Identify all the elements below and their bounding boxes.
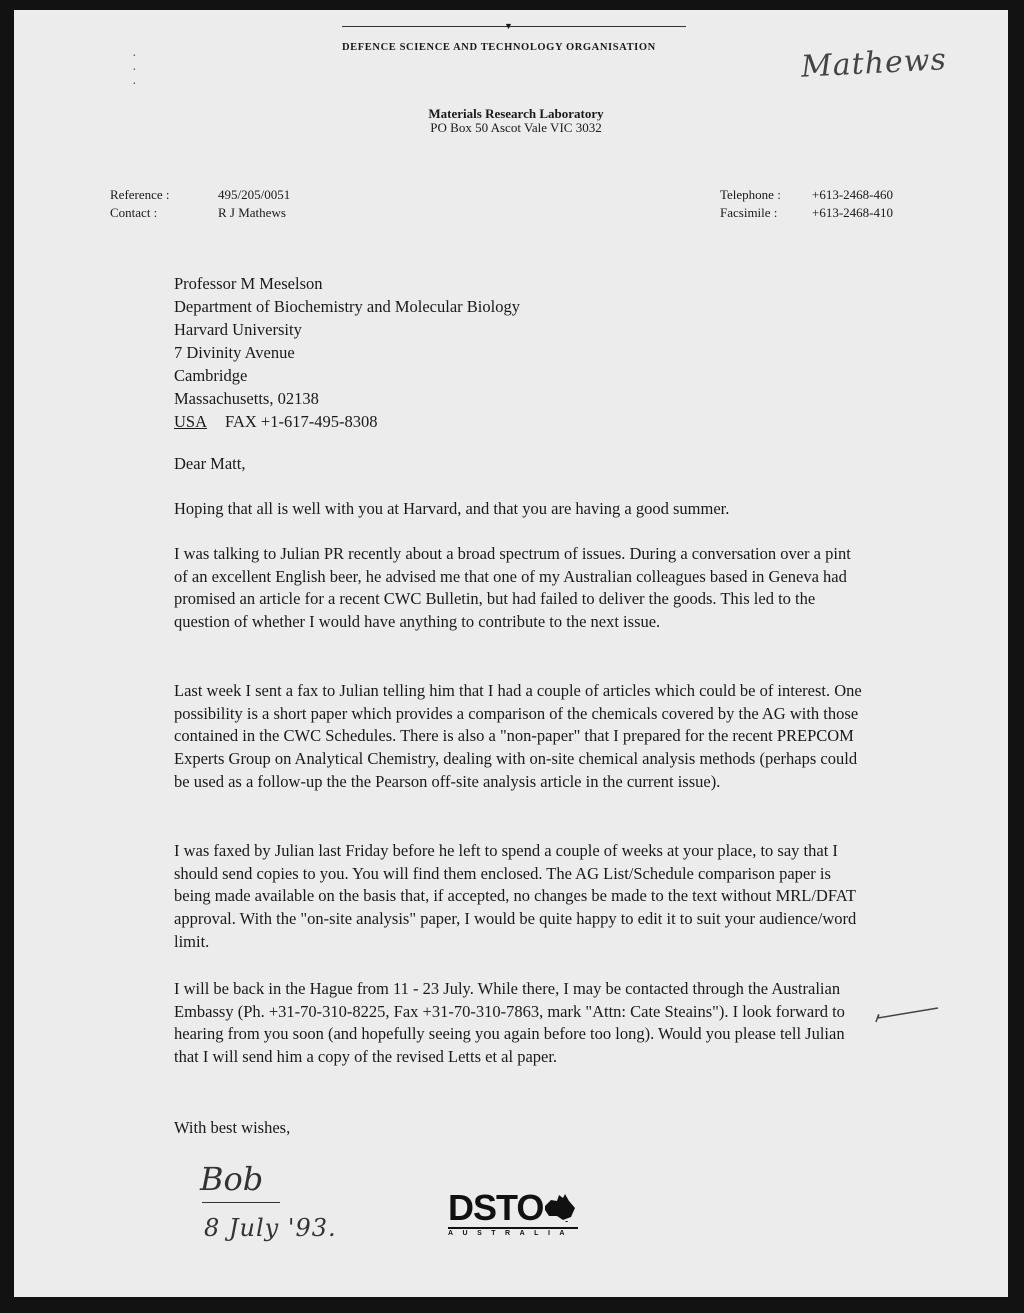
recipient-street: 7 Divinity Avenue (174, 343, 295, 362)
telephone-label: Telephone : (720, 187, 781, 202)
punch-marks: · · · (132, 49, 137, 92)
recipient-fax: FAX +1-617-495-8308 (225, 412, 378, 431)
laboratory-name: Materials Research Laboratory (428, 106, 604, 121)
recipient-city: Cambridge (174, 366, 248, 385)
telephone-value: +613-2468-460 (812, 187, 893, 202)
reference-value: 495/205/0051 (218, 187, 291, 202)
paragraph-3: Last week I sent a fax to Julian telling him that I had a couple of articles which could be of interest. One possibility is a short paper which provides a comparison of the chemicals covered by the AG with those contained in the CWC Schedules. There is also a "non-paper" that I prepared for the recent PREPCOM Experts Group on Analytical Chemistry, dealing with on-site chemical analysis methods (perhaps could be used as a follow-up the the Pearson off-site analysis article in the current issue). (174, 681, 862, 791)
recipient-university: Harvard University (174, 320, 302, 339)
laboratory-address: PO Box 50 Ascot Vale VIC 3032 (430, 120, 602, 135)
paragraph-5: I will be back in the Hague from 11 - 23 July. While there, I may be contacted through the Australian Embassy (Ph. +31-70-310-8225, Fax +31-70-310-7863, mark "Attn: Cate Steains"). I look forward to hearing from you soon (and hopefully seeing you again before too long). Would you please tell Julian that I will send him a copy of the revised Letts et al paper. (174, 979, 845, 1067)
signed-date: 8 July '93. (204, 1214, 337, 1242)
dsto-logo-country: AUSTRALIA (448, 1230, 574, 1237)
recipient-department: Department of Biochemistry and Molecular Biology (174, 297, 520, 316)
paragraph-4: I was faxed by Julian last Friday before he left to spend a couple of weeks at your place, to say that I should send copies to you. You will find them enclosed. The AG List/Schedule comparison paper is being made available on the basis that, if accepted, no changes be made to the text without MRL/DFAT approval. With the "on-site analysis" paper, I would be quite happy to edit it to suit your audience/word limit. (174, 841, 857, 951)
salutation: Dear Matt, (174, 454, 246, 473)
dsto-logo-text: DSTO (448, 1187, 544, 1228)
recipient-name: Professor M Meselson (174, 274, 323, 293)
letter-page (14, 10, 1008, 1297)
reference-label: Reference : (110, 187, 170, 202)
contact-label: Contact : (110, 205, 158, 220)
contact-value: R J Mathews (218, 205, 286, 220)
australia-map-icon (543, 1192, 577, 1222)
handwritten-name: Mathews (800, 42, 948, 85)
paragraph-1: Hoping that all is well with you at Harvard, and that you are having a good summer. (174, 499, 730, 518)
recipient-address (174, 272, 520, 433)
facsimile-label: Facsimile : (720, 205, 778, 220)
organisation-name: DEFENCE SCIENCE AND TECHNOLOGY ORGANISATION (342, 42, 656, 53)
facsimile-value: +613-2468-410 (812, 205, 893, 220)
dsto-logo-rule (448, 1227, 578, 1229)
recipient-country: USA (174, 412, 208, 431)
paragraph-2: I was talking to Julian PR recently about a broad spectrum of issues. During a conversation over a pint of an excellent English beer, he advised me that one of my Australian colleagues based in Geneva had promised an article for a recent CWC Bulletin, but had failed to deliver the goods. This led to the question of whether I would have anything to contribute to the next issue. (174, 544, 851, 632)
letterhead-rule (342, 26, 686, 27)
recipient-country-line (174, 410, 520, 433)
recipient-state: Massachusetts, 02138 (174, 389, 319, 408)
margin-tick-mark (872, 1004, 942, 1026)
closing: With best wishes, (174, 1118, 291, 1137)
dsto-logo (448, 1187, 577, 1228)
signature: Bob (200, 1160, 264, 1198)
signature-underline (202, 1202, 280, 1203)
letterhead-mark-icon: ▼ (504, 21, 513, 31)
